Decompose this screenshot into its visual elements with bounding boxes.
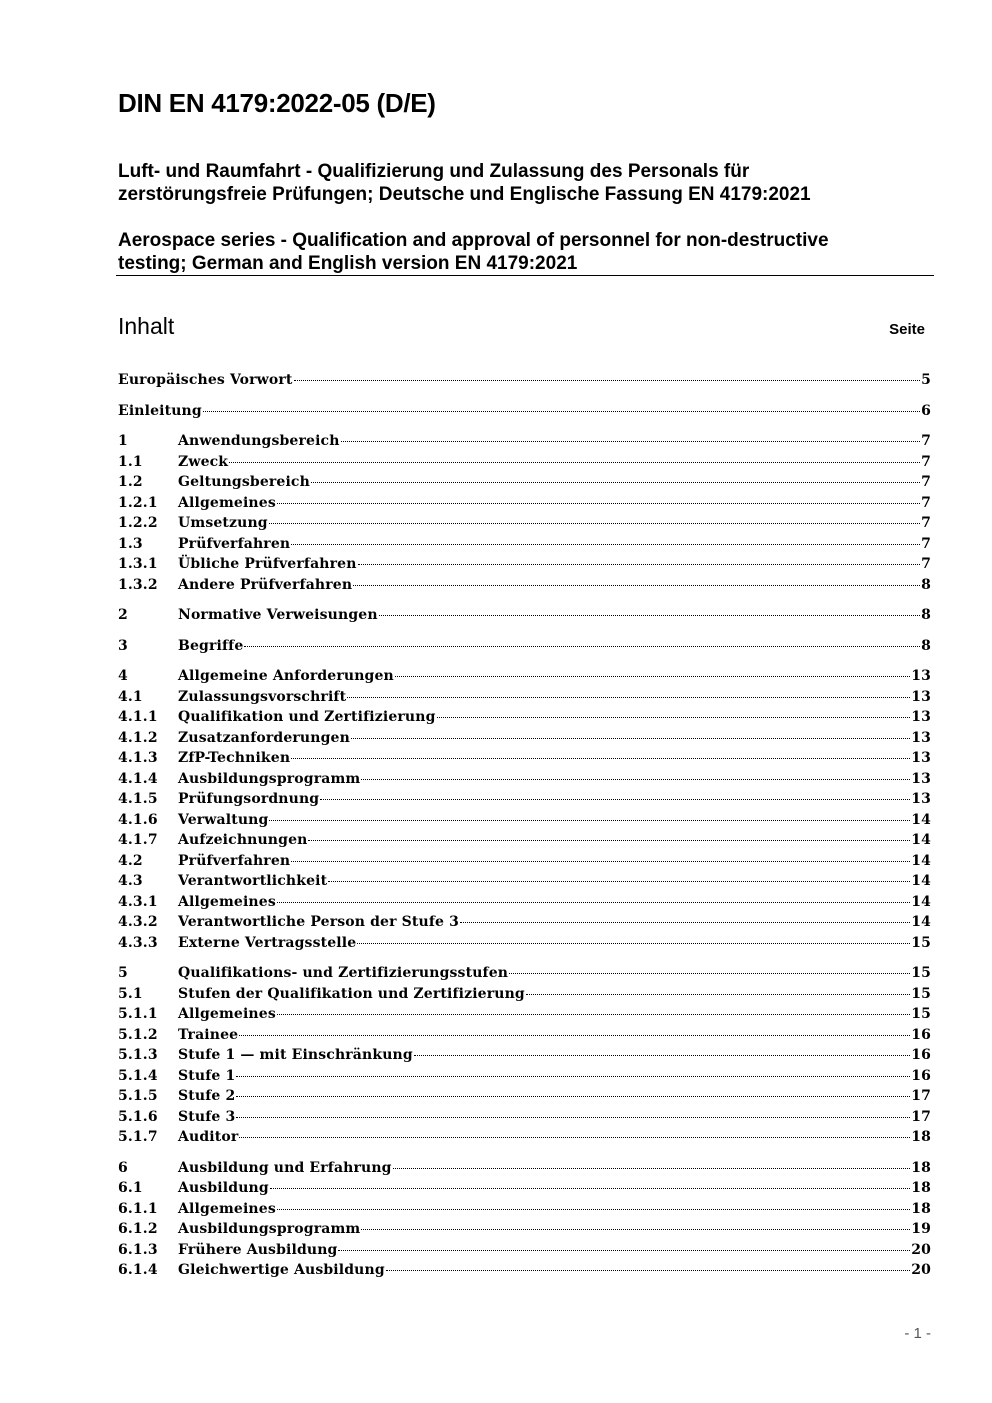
toc-entry-title: Europäisches Vorwort	[118, 372, 293, 388]
toc-entry-number: 1.3	[118, 535, 143, 552]
toc-entry-title: Übliche Prüfverfahren	[178, 556, 357, 572]
toc-entry[interactable]	[118, 638, 931, 659]
toc-dot-leader	[244, 646, 920, 647]
toc-entry[interactable]	[118, 986, 931, 1007]
toc-entry-title: Prüfverfahren	[178, 535, 291, 552]
toc-dot-leader	[236, 1117, 910, 1118]
toc-entry-page: 7	[921, 494, 931, 511]
toc-entry[interactable]	[118, 1109, 931, 1130]
toc-entry-title: Allgemeines	[178, 1006, 276, 1022]
toc-entry[interactable]	[118, 750, 931, 771]
toc-entry-page: 13	[911, 770, 931, 787]
toc-dot-leader	[203, 411, 920, 412]
toc-dot-leader	[526, 994, 910, 995]
toc-dot-leader	[269, 523, 920, 524]
toc-entry-number: 4.1.6	[118, 811, 158, 828]
toc-dot-leader	[291, 758, 910, 759]
toc-entry-title: Stufen der Qualifikation und Zertifizierung	[178, 985, 525, 1002]
toc-dot-leader	[269, 820, 910, 821]
toc-entry-page: 13	[911, 668, 931, 684]
toc-entry-number: 1.3.1	[118, 556, 158, 572]
toc-entry[interactable]	[118, 709, 931, 730]
toc-entry[interactable]	[118, 1088, 931, 1109]
toc-entry-page: 18	[911, 1200, 931, 1217]
toc-dot-leader	[239, 1035, 910, 1036]
toc-entry-title: Verantwortliche Person der Stufe 3	[178, 914, 459, 930]
toc-entry-number: 5.1.2	[118, 1026, 158, 1043]
toc-dot-leader	[437, 717, 911, 718]
toc-entry-page: 13	[911, 750, 931, 766]
toc-dot-leader	[353, 585, 920, 586]
toc-entry-number: 4.1.2	[118, 729, 158, 746]
toc-entry-number: 5.1.1	[118, 1006, 158, 1022]
toc-dot-leader	[361, 1229, 910, 1230]
toc-entry-title: Allgemeines	[178, 893, 276, 910]
toc-entry-page: 15	[911, 934, 931, 951]
toc-entry-number: 5.1	[118, 985, 143, 1002]
toc-entry-page: 16	[911, 1047, 931, 1063]
toc-entry-page: 14	[911, 852, 931, 869]
toc-dot-leader	[236, 1076, 910, 1077]
toc-entry-title: Trainee	[178, 1026, 239, 1043]
subtitle-english-line-1: Aerospace series - Qualification and approval of personnel for non-destructive	[118, 230, 829, 251]
toc-entry[interactable]	[118, 577, 931, 598]
toc-entry-number: 4.3.3	[118, 934, 158, 951]
toc-dot-leader	[338, 1250, 910, 1251]
toc-page-column-label: Seite	[889, 321, 925, 338]
toc-entry-title: Stufe 2	[178, 1088, 236, 1104]
toc-entry[interactable]	[118, 495, 931, 516]
toc-entry-title: Frühere Ausbildung	[178, 1241, 338, 1258]
toc-entry-title: Stufe 1 — mit Einschränkung	[178, 1047, 413, 1063]
toc-entry-page: 14	[911, 811, 931, 828]
toc-entry-title: Verwaltung	[178, 811, 269, 828]
toc-entry-page: 7	[921, 556, 931, 572]
toc-entry-title: ZfP-Techniken	[178, 750, 291, 766]
toc-entry[interactable]	[118, 853, 931, 874]
toc-entry-title: Anwendungsbereich	[178, 433, 340, 449]
toc-entry[interactable]	[118, 454, 931, 475]
toc-dot-leader	[328, 881, 910, 882]
toc-entry[interactable]	[118, 1242, 931, 1263]
toc-entry-page: 15	[911, 985, 931, 1002]
toc-entry-title: Zusatzanforderungen	[178, 729, 350, 746]
toc-entry-title: Gleichwertige Ausbildung	[178, 1262, 385, 1278]
toc-entry-page: 8	[921, 576, 931, 593]
toc-entry-title: Ausbildung	[178, 1180, 269, 1196]
toc-entry[interactable]	[118, 1006, 931, 1027]
toc-entry-number: 1	[118, 433, 128, 449]
document-title: DIN EN 4179:2022-05 (D/E)	[118, 88, 436, 118]
toc-dot-leader	[393, 1168, 911, 1169]
toc-entry-page: 13	[911, 791, 931, 807]
toc-entry-title: Allgemeines	[178, 1200, 276, 1217]
toc-entry[interactable]	[118, 771, 931, 792]
toc-entry[interactable]	[118, 894, 931, 915]
toc-entry-number: 6.1.2	[118, 1221, 158, 1237]
toc-entry-page: 14	[911, 914, 931, 930]
toc-dot-leader	[414, 1055, 910, 1056]
toc-entry[interactable]	[118, 935, 931, 956]
toc-entry-page: 13	[911, 729, 931, 746]
toc-entry-title: Aufzeichnungen	[178, 832, 308, 848]
toc-entry-page: 16	[911, 1026, 931, 1043]
toc-entry-number: 5	[118, 965, 128, 981]
toc-entry-page: 7	[921, 474, 931, 490]
toc-entry-number: 4.1.5	[118, 791, 158, 807]
toc-entry[interactable]	[118, 668, 931, 689]
toc-entry-number: 4.1.1	[118, 709, 158, 725]
toc-entry-page: 8	[921, 607, 931, 623]
toc-entry-title: Qualifikations- und Zertifizierungsstufen	[178, 965, 509, 981]
toc-entry-number: 5.1.3	[118, 1047, 158, 1063]
toc-entry-page: 14	[911, 832, 931, 848]
toc-dot-leader	[395, 676, 910, 677]
toc-entry-page: 7	[921, 453, 931, 470]
toc-entry-number: 4.1	[118, 688, 143, 705]
toc-entry-number: 4.3.1	[118, 893, 158, 910]
toc-entry[interactable]	[118, 832, 931, 853]
toc-dot-leader	[291, 544, 920, 545]
toc-entry[interactable]	[118, 474, 931, 495]
subtitle-german	[118, 160, 811, 206]
toc-entry-page: 15	[911, 1006, 931, 1022]
toc-entry-page: 13	[911, 688, 931, 705]
toc-entry-page: 7	[921, 433, 931, 449]
toc-dot-leader	[358, 564, 921, 565]
toc-entry[interactable]	[118, 1160, 931, 1181]
toc-dot-leader	[277, 503, 920, 504]
toc-entry-title: Umsetzung	[178, 515, 268, 531]
toc-dot-leader	[509, 973, 910, 974]
toc-entry-number: 4	[118, 668, 128, 684]
toc-entry-page: 19	[911, 1221, 931, 1237]
toc-entry-page: 20	[911, 1241, 931, 1258]
toc-entry-title: Prüfverfahren	[178, 852, 291, 869]
toc-entry-title: Allgemeine Anforderungen	[178, 668, 394, 684]
toc-dot-leader	[320, 799, 910, 800]
toc-entry[interactable]	[118, 730, 931, 751]
toc-entry-title: Ausbildungsprogramm	[178, 770, 361, 787]
toc-entry-page: 7	[921, 515, 931, 531]
toc-dot-leader	[308, 840, 910, 841]
toc-entry-number: 1.2	[118, 474, 143, 490]
toc-entry-number: 4.2	[118, 852, 143, 869]
toc-entry-page: 17	[911, 1088, 931, 1104]
toc-entry[interactable]	[118, 914, 931, 935]
subtitle-german-line-1: Luft- und Raumfahrt - Qualifizierung und Zulassung des Personals für	[118, 161, 750, 182]
toc-entry-page: 18	[911, 1129, 931, 1145]
toc-entry[interactable]	[118, 1180, 931, 1201]
toc-entry-page: 17	[911, 1108, 931, 1125]
toc-entry-number: 6	[118, 1159, 128, 1176]
toc-entry-number: 2	[118, 607, 128, 623]
toc-entry-title: Ausbildungsprogramm	[178, 1221, 361, 1237]
toc-entry-title: Auditor	[178, 1129, 239, 1145]
title-divider	[116, 275, 934, 276]
toc-dot-leader	[291, 861, 910, 862]
toc-entry-number: 5.1.5	[118, 1088, 158, 1104]
toc-entry-title: Allgemeines	[178, 494, 276, 511]
page-number: - 1 -	[904, 1325, 931, 1342]
toc-entry-title: Ausbildung und Erfahrung	[178, 1159, 392, 1176]
toc-entry[interactable]	[118, 965, 931, 986]
toc-entry-title: Zweck	[178, 453, 229, 470]
toc-entry[interactable]	[118, 536, 931, 557]
toc-entry[interactable]	[118, 1221, 931, 1242]
toc-entry[interactable]	[118, 1068, 931, 1089]
subtitle-english	[118, 229, 829, 275]
toc-entry-title: Stufe 1	[178, 1067, 236, 1084]
toc-entry-number: 6.1.1	[118, 1200, 158, 1217]
toc-entry-number: 6.1.4	[118, 1262, 158, 1278]
toc-entry-page: 18	[911, 1159, 931, 1176]
toc-dot-leader	[236, 1096, 910, 1097]
toc-entry-page: 5	[921, 372, 931, 388]
toc-entry-page: 6	[921, 402, 931, 419]
toc-dot-leader	[460, 922, 910, 923]
toc-dot-leader	[277, 1014, 910, 1015]
toc-dot-leader	[386, 1270, 910, 1271]
toc-entry-page: 16	[911, 1067, 931, 1084]
toc-entry[interactable]	[118, 689, 931, 710]
toc-entry-number: 3	[118, 637, 128, 654]
subtitle-german-line-2: zerstörungsfreie Prüfungen; Deutsche und Englische Fassung EN 4179:2021	[118, 184, 811, 205]
toc-entry[interactable]	[118, 1027, 931, 1048]
toc-entry[interactable]	[118, 1129, 931, 1150]
toc-dot-leader	[357, 943, 910, 944]
toc-entry-title: Andere Prüfverfahren	[178, 576, 353, 593]
toc-entry-number: 6.1.3	[118, 1241, 158, 1258]
toc-entry-title: Geltungsbereich	[178, 474, 310, 490]
toc-entry[interactable]	[118, 515, 931, 536]
toc-entry[interactable]	[118, 1201, 931, 1222]
toc-dot-leader	[311, 482, 920, 483]
table-of-contents	[118, 372, 931, 1283]
subtitle-english-line-2: testing; German and English version EN 4179:2021	[118, 253, 578, 274]
toc-entry-number: 4.1.7	[118, 832, 158, 848]
toc-entry-number: 1.3.2	[118, 576, 158, 593]
toc-entry-number: 4.3	[118, 873, 143, 889]
toc-dot-leader	[239, 1137, 910, 1138]
toc-dot-leader	[270, 1188, 910, 1189]
toc-dot-leader	[229, 462, 920, 463]
toc-entry[interactable]	[118, 1262, 931, 1283]
toc-entry[interactable]	[118, 812, 931, 833]
toc-entry[interactable]	[118, 372, 931, 393]
toc-entry-number: 1.2.2	[118, 515, 158, 531]
toc-entry[interactable]	[118, 1047, 931, 1068]
toc-entry-number: 1.1	[118, 453, 143, 470]
toc-entry-number: 5.1.6	[118, 1108, 158, 1125]
toc-entry-number: 4.3.2	[118, 914, 158, 930]
toc-entry-title: Normative Verweisungen	[178, 607, 378, 623]
toc-entry-page: 15	[911, 965, 931, 981]
toc-entry-page: 14	[911, 893, 931, 910]
toc-entry-number: 6.1	[118, 1180, 143, 1196]
toc-entry-number: 5.1.4	[118, 1067, 158, 1084]
toc-entry-title: Verantwortlichkeit	[178, 873, 328, 889]
toc-dot-leader	[379, 615, 920, 616]
toc-entry-number: 1.2.1	[118, 494, 158, 511]
toc-entry[interactable]	[118, 403, 931, 424]
toc-entry-title: Zulassungsvorschrift	[178, 688, 347, 705]
toc-entry-number: 5.1.7	[118, 1129, 158, 1145]
toc-entry-title: Begriffe	[178, 637, 244, 654]
toc-entry-number: 4.1.4	[118, 770, 158, 787]
toc-dot-leader	[294, 380, 921, 381]
toc-entry[interactable]	[118, 433, 931, 454]
toc-entry-title: Prüfungsordnung	[178, 791, 320, 807]
toc-entry-title: Stufe 3	[178, 1108, 236, 1125]
toc-heading: Inhalt	[118, 313, 175, 339]
toc-entry[interactable]	[118, 873, 931, 894]
toc-dot-leader	[277, 1209, 910, 1210]
toc-entry-page: 13	[911, 709, 931, 725]
toc-entry-title: Externe Vertragsstelle	[178, 934, 357, 951]
toc-dot-leader	[361, 779, 910, 780]
toc-entry-number: 4.1.3	[118, 750, 158, 766]
toc-entry[interactable]	[118, 791, 931, 812]
toc-dot-leader	[347, 697, 910, 698]
toc-entry[interactable]	[118, 607, 931, 628]
toc-dot-leader	[277, 902, 910, 903]
toc-entry[interactable]	[118, 556, 931, 577]
toc-entry-title: Einleitung	[118, 402, 202, 419]
toc-dot-leader	[351, 738, 910, 739]
toc-entry-page: 20	[911, 1262, 931, 1278]
toc-entry-page: 14	[911, 873, 931, 889]
toc-entry-page: 8	[921, 637, 931, 654]
toc-entry-title: Qualifikation und Zertifizierung	[178, 709, 436, 725]
toc-entry-page: 18	[911, 1180, 931, 1196]
toc-dot-leader	[341, 441, 921, 442]
toc-entry-page: 7	[921, 535, 931, 552]
